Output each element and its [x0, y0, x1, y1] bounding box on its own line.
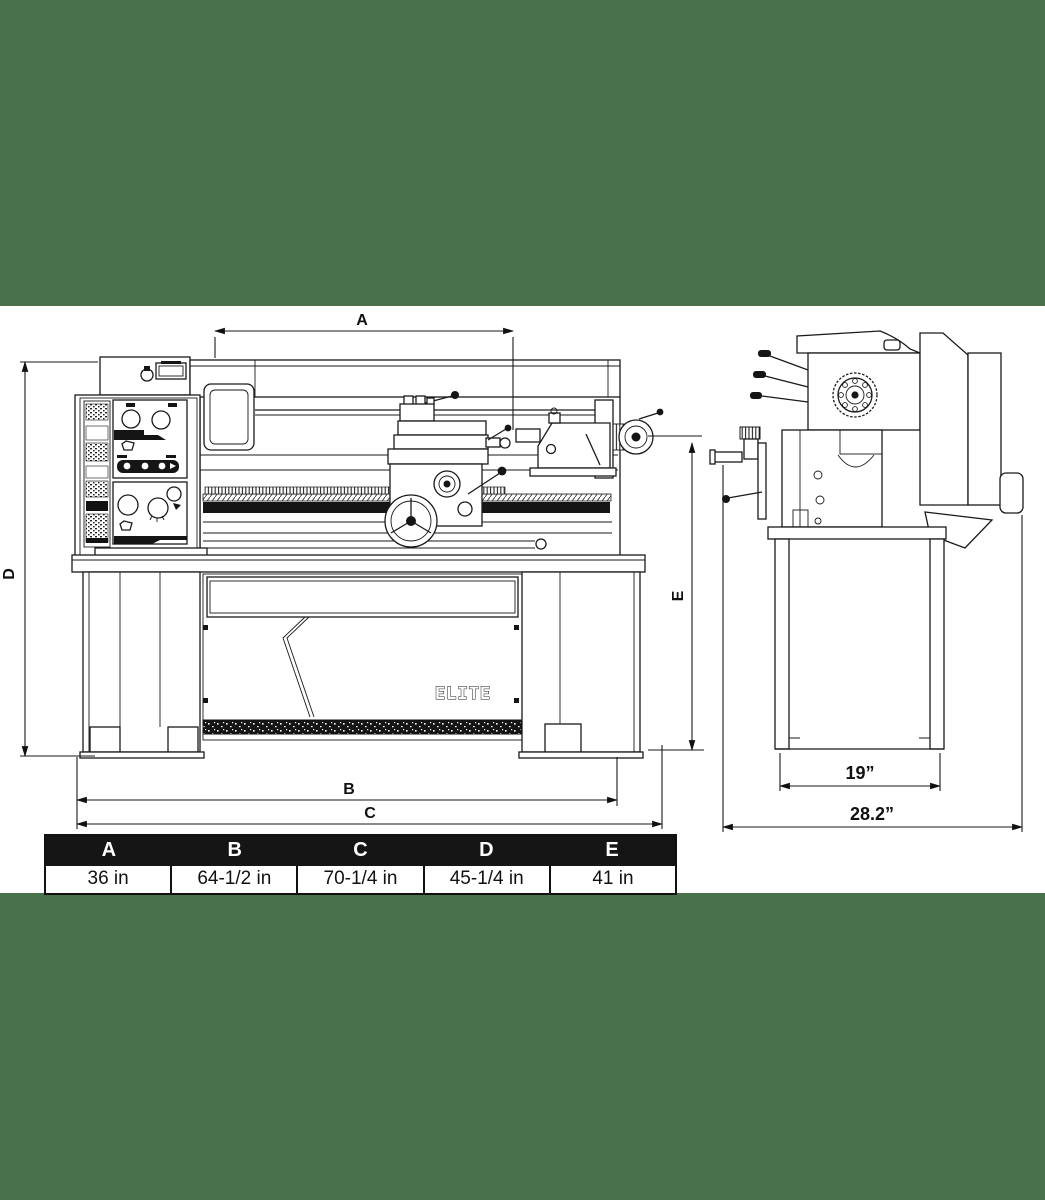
table-value-d: 45-1/4 in: [423, 866, 549, 893]
cross-feed-knob: [500, 438, 510, 448]
dim-282-label: 28.2”: [849, 804, 895, 824]
table-header-e: E: [605, 839, 619, 861]
dim-d-label: D: [1, 568, 18, 580]
thread-dial: [458, 502, 472, 516]
dim-e: [648, 443, 704, 750]
headstock-top-box: [100, 357, 190, 395]
saddle: [388, 449, 488, 464]
table-value-row: [46, 866, 675, 893]
cabinet-drawer: [207, 577, 518, 617]
dim-b: [77, 757, 617, 829]
control-panel-lower: [113, 482, 187, 544]
front-view-lathe: [72, 357, 702, 758]
table-value-c: 70-1/4 in: [296, 866, 422, 893]
dim-b-label: B: [343, 781, 355, 798]
lever-ball: [451, 391, 459, 399]
chip-tray: [72, 555, 645, 572]
dimension-table: [44, 834, 677, 895]
cross-slide: [394, 435, 488, 449]
left-leg: [80, 572, 204, 758]
apron-handwheel: [385, 495, 437, 547]
tool-post: [400, 404, 434, 421]
sv-handwheel-edge: [710, 427, 760, 464]
sv-motor-boss: [1000, 473, 1023, 513]
tailstock-quill: [516, 429, 540, 442]
sv-rear-slant: [920, 333, 968, 505]
tailstock-base: [530, 468, 616, 476]
sv-headstock-body: [808, 353, 920, 430]
feed-rod-knob: [536, 539, 546, 549]
table-header-c: C: [353, 839, 368, 861]
speckle-strip: [203, 720, 521, 734]
dim-c-label: C: [364, 805, 376, 822]
table-header-d: D: [479, 839, 494, 861]
sv-levers: [750, 350, 808, 402]
sv-motor-cover: [968, 353, 1001, 505]
lever-ball: [657, 409, 664, 416]
headstock: [75, 395, 207, 560]
brand-logo: ELITE: [434, 684, 492, 704]
table-header-row: [46, 836, 675, 866]
right-leg: [519, 572, 643, 758]
table-header-b: B: [227, 839, 242, 861]
dim-a-label: A: [356, 312, 368, 329]
table-value-b: 64-1/2 in: [170, 866, 296, 893]
dim-e-label: E: [670, 590, 687, 602]
carriage: [385, 391, 511, 547]
cabinet-panel: [203, 574, 522, 740]
compound-slide: [398, 421, 486, 435]
table-header-a: A: [101, 839, 117, 861]
sv-stand: [768, 527, 946, 749]
table-value-e: 41 in: [549, 866, 675, 893]
control-panel-upper: [113, 400, 187, 478]
stand: [72, 555, 645, 758]
tailstock-handwheel: [619, 420, 653, 454]
cross-feed-handwheel: [434, 471, 460, 497]
table-value-a: 36 in: [87, 868, 129, 889]
sv-top-cover: [797, 331, 920, 353]
dim-19-label: 19”: [845, 763, 875, 783]
guard-window: [204, 384, 254, 450]
side-view-lathe: [710, 331, 1023, 749]
dim-stand-width: [780, 753, 940, 791]
lever-ball: [498, 467, 507, 476]
